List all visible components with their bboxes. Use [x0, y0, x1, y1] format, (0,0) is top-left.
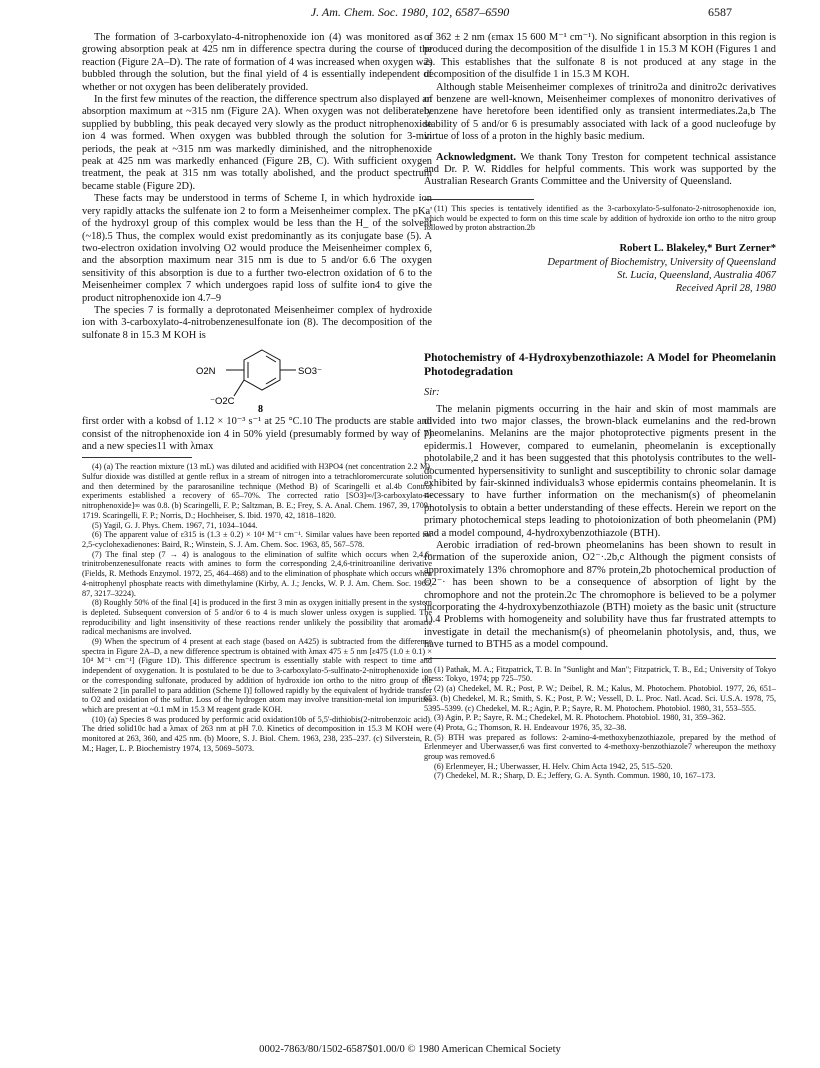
footnote: (5) Yagil, G. J. Phys. Chem. 1967, 71, 1034–1044.	[92, 520, 258, 530]
footnote-divider	[82, 457, 192, 458]
structure-drawing	[82, 346, 432, 414]
salutation: Sir:	[424, 387, 440, 399]
footnote: (4) (a) The reaction mixture (13 mL) was diluted and acidified with H3PO4 (net concentration 2.2 M). Sulfur dioxide was distilled at gentle reflux in a stream of nitrogen into a tetrachloromercurate solution and then determined by the pararosaniline technique (Method B) of Scaringelli et al.4b Control experiments established a recovery of 65–70%. The corrected ratio [SO3]∞/[3-carboxylato-4-nitrophenoxide]∞ was 0.8. (b) Scaringelli, F. P.; Saltzman, B. E.; Frey, S. A. Anal. Chem. 1967, 39, 1709–1719. Scaringelli, F. P.; Norris, D.; Hochheiser, S. Ibid. 1970, 42, 1818–1820.	[82, 462, 432, 520]
footnote: (2) (a) Chedekel, M. R.; Post, P. W.; Deibel, R. M.; Kalus, M. Photochem. Photobiol. 1977, 26, 651–653. (b) Chedekel, M. R.; Smith, S. K.; Post, P. W.; Vessell, D. L. Proc. Natl. Acad. Sci. U.S.A. 1978, 75, 5395–5399. (c) Chedekel, M. R.; Agin, P. P.; Sayre, R. M. Photochem. Photobiol. 1980, 31, 553–555.	[424, 684, 776, 713]
footnote: (6) Erlenmeyer, H.; Uberwasser, H. Helv. Chim Acta 1942, 25, 515–520.	[434, 761, 673, 771]
body-paragraph: Aerobic irradiation of red-brown pheomelanins has been shown to result in formation of the superoxide anion, O2⁻·.2b,c Although the pigment consists of approximately 13% chromophore and 87% protein,2b photochemical production of O2⁻· has been shown to be a consequence of absorption of light by the chromophore and not the protein.2c The chromophore is believed to be a polymer incorporating the 4-hydroxybenzothiazole (BTH) moiety as the basic unit (structure 1).4 Problems with homogeneity and solubility have thus far frustrated attempts to investigate in detail the mechanism(s) of pheomelanin photolysis, and, thus, we have turned to BTH5 as a model compound.	[424, 540, 776, 651]
footnote: (6) The apparent value of ε315 is (1.3 ± 0.2) × 10⁴ M⁻¹ cm⁻¹. Similar values have been reported for 2,5-cyclohexadienones: Baird, R.; Winstein, S. J. Am. Chem. Soc. 1963, 85, 567–578.	[82, 530, 432, 549]
footnote: (9) When the spectrum of 4 present at each stage (based on A425) is subtracted from the difference spectra in Figure 2A–D, a new difference spectrum is obtained with λmax 475 ± 5 nm [ε475 (1.0 ± 0.1) × 10⁴ M⁻¹ cm⁻¹] (Figure 1D). This difference spectrum is essentially stable with respect to time and independent of oxygenation. It is postulated to be due to 3-carboxylato-5-sulfinato-2-nitrophenoxide ion or the corresponding sulfonate, produced by addition of hydroxide ion ortho to the nitro group of the sulfenate 2 [in parallel to para addition (Scheme I)] followed rapidly by the equivalent of hydride transfer to O2 and oxidation of the sulfur. Loss of the hydrogen atom may involve transition-metal ion impurities which are present at ~0.1 mM in 15.3 M reagent grade KOH.	[82, 637, 432, 714]
footnote: (1) Pathak, M. A.; Fitzpatrick, T. B. In "Sunlight and Man"; Fitzpatrick, T. B., Ed.; University of Tokyo Press: Tokyo, 1974; pp 725–750.	[424, 664, 776, 684]
footnote: (7) Chedekel, M. R.; Sharp, D. E.; Jeffery, G. A. Synth. Commun. 1980, 10, 167–173.	[434, 771, 716, 781]
page-number: 6587	[708, 5, 732, 19]
article-title: Photochemistry of 4-Hydroxybenzothiazole: A Model for Pheomelanin Photodegradation	[424, 351, 776, 379]
left-column	[82, 32, 432, 753]
footnote-divider	[424, 199, 534, 200]
footnote: (4) Prota, G.; Thomson, R. H. Endeavour 1976, 35, 32–38.	[434, 722, 627, 732]
footnotes	[424, 665, 776, 781]
o2n-label: O2N	[196, 366, 216, 378]
body-paragraph: In the first few minutes of the reaction, the difference spectrum also displayed an absorption maximum at ~315 nm (Figure 2A). When oxygen was not deliberately supplied by bubbling, this peak decayed very slowly as the product nitrophenoxide ion 4 was formed. When oxygen was bubbled through the solution for 3-min periods, the peak at ~315 nm was markedly diminished, and the nitrophenoxide peak at 425 nm was markedly enhanced (Figure 2B, C). With sufficient oxygen treatment, the peak at 315 nm was totally abolished, and the product spectrum became stable (Figure 2D).	[82, 94, 432, 192]
footnote: (7) The final step (7 → 4) is analogous to the elimination of sulfite which occurs when 2,4,6-trinitrobenzenesulfonate reacts with amines to form the corresponding 2,4,6-trinitroaniline derivative (Fields, R. Methods Enzymol. 1972, 25, 464–468) and to the elimination of phosphate which occurs when 4-nitrophenyl phosphate reacts with dimethylamine (Kirby, A. J.; Jencks, W. P. J. Am. Chem. Soc. 1965, 87, 3217–3224).	[82, 549, 432, 598]
received-date: Received April 28, 1980	[675, 282, 776, 294]
footnote: (3) Agin, P. P.; Sayre, R. M.; Chedekel, M. R. Photochem. Photobiol. 1980, 31, 359–362.	[434, 713, 726, 723]
footnote: (10) (a) Species 8 was produced by performic acid oxidation10b of 5,5'-dithiobis(2-nitrobenzoic acid). The dried solid10c had a λmax of 263 nm at pH 7.0. Kinetics of decomposition in 15.3 M KOH were monitored at 263, 360, and 425 nm. (b) Moore, S. J. Biol. Chem. 1963, 238, 235–237. (c) Silverstein, R. M.; Hager, L. P. Biochemistry 1974, 13, 5069–5073.	[82, 714, 432, 753]
footnote-divider	[424, 658, 776, 659]
acknowledgment-label: Acknowledgment.	[436, 151, 516, 163]
footnotes	[82, 462, 432, 753]
authors: Robert L. Blakeley,* Burt Zerner*	[619, 242, 776, 254]
footnote: (5) BTH was prepared as follows: 2-amino-4-methoxybenzothiazole, prepared by the method of Erlenmeyer and Uberwasser,6 was first converted to 4-methoxy-benzothiazole7 whereupon the methoxy group was removed.6	[424, 732, 776, 762]
body-paragraph: The formation of 3-carboxylato-4-nitrophenoxide ion (4) was monitored as a growing absorption peak at 425 nm in difference spectra during the course of the reaction (Figure 2A–D). The rate of formation of 4 was increased when oxygen was bubbled through the solution, but the final yield of 4 is essentially independent of whether or not oxygen has been deliberately provided.	[82, 32, 432, 93]
acknowledgment	[424, 152, 776, 189]
affiliation-address: St. Lucia, Queensland, Australia 4067	[617, 269, 776, 281]
footnote: (8) Roughly 50% of the final [4] is produced in the first 3 min as oxygen initially present in the system is depleted. Subsequent conversion of 5 and/or 6 to 4 is much slower unless oxygen is supplied. The reproducibility and light insensitivity of these reactions render unlikely the possibility that aromatic radical mechanisms are involved.	[82, 598, 432, 637]
compound-number: 8	[258, 404, 263, 415]
footnote: (11) This species is tentatively identified as the 3-carboxylato-5-sulfonato-2-nitrosophenoxide ion, which would be expected to form on this time scale by addition of hydroxide ion ortho to the nitro group followed by proton abstraction.2b	[424, 203, 776, 233]
body-paragraph: Although stable Meisenheimer complexes of trinitro2a and dinitro2c derivatives of benzene are well-known, Meisenheimer complexes of mononitro derivatives of benzene have heretofore been identified only as transient intermediates.2a,b The stability of 5 and/or 6 is presumably associated with lack of a good nucleofuge by virtue of loss of a proton in the highly basic medium.	[424, 81, 776, 143]
running-header	[0, 5, 820, 23]
right-column	[424, 32, 776, 781]
affiliation: Department of Biochemistry, University of Queensland	[547, 257, 776, 269]
body-paragraph: The species 7 is formally a deprotonated Meisenheimer complex of hydroxide ion with 3-carboxylato-4-nitrobenzenesulfonate ion (8). The decomposition of the sulfonate 8 in 15.3 M KOH is	[82, 304, 432, 341]
carboxylate-label: ⁻O2C	[210, 396, 235, 408]
chemical-structure-8	[82, 346, 432, 414]
journal-citation: J. Am. Chem. Soc. 1980, 102, 6587–6590	[310, 5, 510, 19]
footnotes	[424, 204, 776, 233]
page-footer: 0002-7863/80/1502-6587$01.00/0 © 1980 American Chemical Society	[259, 1044, 561, 1055]
body-paragraph: The melanin pigments occurring in the hair and skin of most mammals are divided into two major classes, the brown-black eumelanins and the red-brown pheomelanins. Melanins are the major photoprotective pigments present in the epidermis.1 However, compared to eumelanin, pheomelanin is exceptionally photolabile,2 and it has been suggested that this photolysis contributes to the well-documented hypersensitivity to sunlight and susceptibility to chronic solar damage exhibited by fair-skinned individuals3 whose epidermis contains pheomelanin. It is necessary to have further information on the mechanism(s) of pheomelanin photolysis to obtain a better understanding of these effects. Herein we report on the primary photochemical steps leading to photoionization of both pheomelanin (PM) and a model compound, 4-hydroxybenzothiazole (BTH).	[424, 403, 776, 539]
body-paragraph: first order with a kobsd of 1.12 × 10⁻³ s⁻¹ at 25 °C.10 The products are stable and consist of the nitrophenoxide ion 4 in 50% yield (presumably formed by way of 7) and a new species11 with λmax	[82, 416, 432, 452]
acknowledgment-text: We thank Tony Treston for competent technical assistance and Dr. P. W. Riddles for helpful comments. This work was supported by the Australian Research Grants Committee and the University of Queensland.	[424, 151, 776, 188]
sulfonate-label: SO3⁻	[298, 366, 323, 378]
body-paragraph: These facts may be understood in terms of Scheme I, in which hydroxide ion very rapidly attacks the sulfenate ion 2 to form a Meisenheimer complex. The pKa' of the hydroxyl group of this complex would be less than the H_ of the solvent (~18).5 Thus, the complex would exist predominantly as its conjugate base (5). A two-electron oxidation involving O2 would produce the Meisenheimer complex 6, and the absorption maximum near 315 nm is due to 5 and/or 6.6 The oxygen sensitivity of this absorption is due to a further two-electron oxidation of 6 to the Meisenheimer complex 7 which undergoes rapid loss of sulfite ion4 to give the product nitrophenoxide ion 4.7–9	[82, 193, 432, 304]
body-paragraph: of 362 ± 2 nm (εmax 15 600 M⁻¹ cm⁻¹). No significant absorption in this region is produced during the decomposition of the disulfide 1 in 15.3 M KOH (Figures 1 and 2). This establishes that the sulfonate 8 is not produced at any stage in the decomposition of the disulfide 1 in 15.3 M KOH.	[424, 32, 776, 81]
